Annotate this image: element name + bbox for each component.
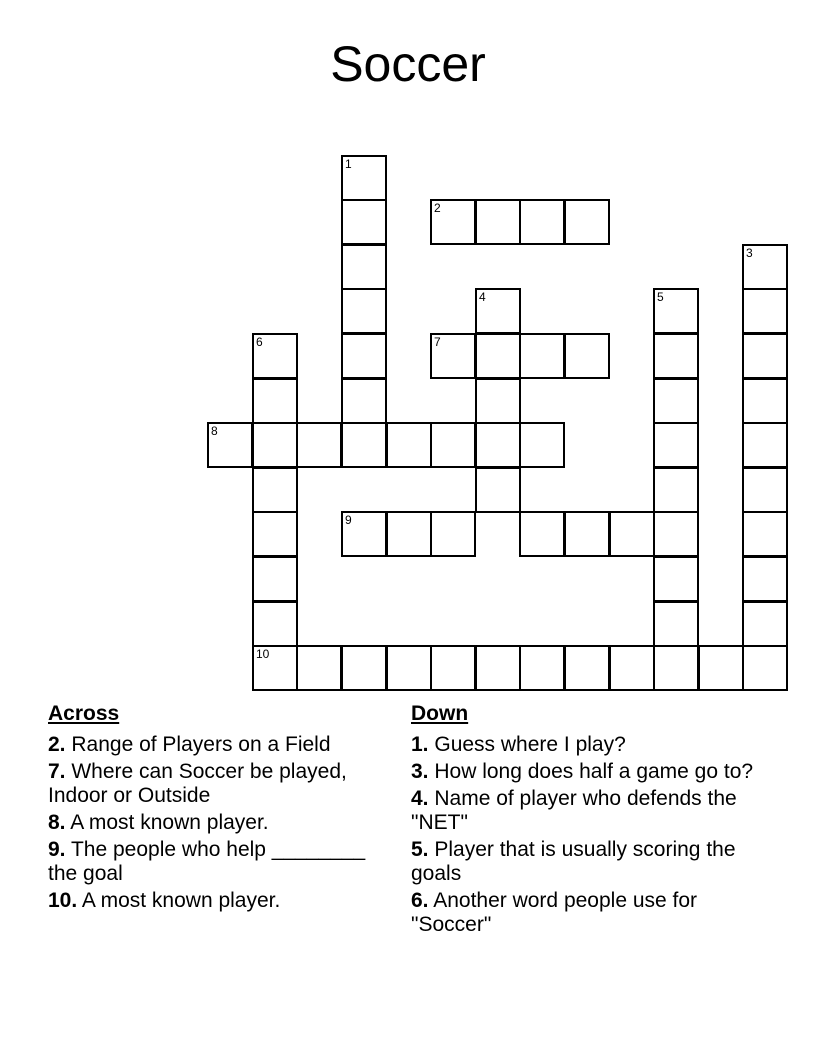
across-clue bbox=[48, 889, 368, 913]
grid-cell[interactable] bbox=[653, 288, 699, 334]
clue-number-label: 10 bbox=[256, 647, 270, 661]
grid-cell[interactable] bbox=[564, 645, 610, 691]
clue-text: The people who help ________ the goal bbox=[48, 838, 366, 885]
grid-cell[interactable] bbox=[519, 511, 565, 557]
grid-cell[interactable] bbox=[252, 601, 298, 647]
clue-number: 2. bbox=[48, 733, 66, 756]
grid-cell[interactable] bbox=[430, 645, 476, 691]
grid-cell[interactable] bbox=[698, 645, 744, 691]
grid-cell[interactable] bbox=[386, 511, 432, 557]
grid-cell[interactable] bbox=[386, 645, 432, 691]
grid-cell[interactable] bbox=[430, 511, 476, 557]
grid-cell[interactable] bbox=[742, 645, 788, 691]
puzzle-title: Soccer bbox=[330, 36, 486, 92]
grid-cell[interactable] bbox=[653, 601, 699, 647]
grid-cell[interactable] bbox=[742, 288, 788, 334]
clue-number-label: 3 bbox=[746, 246, 753, 260]
grid-cell[interactable] bbox=[653, 378, 699, 424]
clue-number-label: 2 bbox=[434, 201, 441, 215]
down-heading: Down bbox=[411, 702, 469, 725]
clue-text: Range of Players on a Field bbox=[71, 733, 331, 756]
clue-number-label: 7 bbox=[434, 335, 441, 349]
clue-number-label: 4 bbox=[479, 290, 486, 304]
grid-cell[interactable] bbox=[341, 244, 387, 290]
grid-cell[interactable] bbox=[341, 333, 387, 379]
grid-cell[interactable] bbox=[341, 378, 387, 424]
grid-cell[interactable] bbox=[653, 645, 699, 691]
grid-cell[interactable] bbox=[564, 511, 610, 557]
grid-cell[interactable] bbox=[609, 645, 655, 691]
grid-cell[interactable] bbox=[252, 333, 298, 379]
grid-cell[interactable] bbox=[564, 333, 610, 379]
grid-cell[interactable] bbox=[430, 199, 476, 245]
clue-number: 4. bbox=[411, 787, 429, 810]
across-heading: Across bbox=[48, 702, 120, 725]
across-clue bbox=[48, 811, 368, 835]
down-clue bbox=[411, 838, 771, 886]
grid-cell[interactable] bbox=[742, 378, 788, 424]
grid-cell[interactable] bbox=[742, 467, 788, 513]
grid-cell[interactable] bbox=[609, 511, 655, 557]
grid-cell[interactable] bbox=[475, 199, 521, 245]
grid-cell[interactable] bbox=[341, 422, 387, 468]
down-clues bbox=[411, 702, 771, 940]
clue-number: 10. bbox=[48, 889, 78, 912]
grid-cell[interactable] bbox=[430, 422, 476, 468]
grid-cell[interactable] bbox=[341, 645, 387, 691]
down-clue bbox=[411, 760, 771, 784]
clue-text: Name of player who defends the "NET" bbox=[411, 787, 737, 834]
grid-cell[interactable] bbox=[653, 333, 699, 379]
down-clue bbox=[411, 787, 771, 835]
clue-text: How long does half a game go to? bbox=[434, 760, 754, 783]
clue-number-label: 6 bbox=[256, 335, 263, 349]
across-clue bbox=[48, 760, 368, 808]
grid-cell[interactable] bbox=[653, 556, 699, 602]
grid-cell[interactable] bbox=[742, 244, 788, 290]
clue-text: A most known player. bbox=[70, 811, 269, 834]
grid-cell[interactable] bbox=[742, 422, 788, 468]
grid-cell[interactable] bbox=[296, 422, 342, 468]
grid-cell[interactable] bbox=[519, 199, 565, 245]
grid-cell[interactable] bbox=[653, 511, 699, 557]
down-clue bbox=[411, 889, 771, 937]
grid-cell[interactable] bbox=[341, 155, 387, 201]
clue-number-label: 1 bbox=[345, 157, 352, 171]
grid-cell[interactable] bbox=[519, 422, 565, 468]
grid-cell[interactable] bbox=[742, 556, 788, 602]
clue-number: 6. bbox=[411, 889, 429, 912]
grid-cell[interactable] bbox=[475, 422, 521, 468]
clue-number: 9. bbox=[48, 838, 66, 861]
across-clue bbox=[48, 733, 368, 757]
grid-cell[interactable] bbox=[296, 645, 342, 691]
clue-text: A most known player. bbox=[81, 889, 281, 912]
across-clues bbox=[48, 702, 368, 916]
grid-cell[interactable] bbox=[341, 288, 387, 334]
grid-cell[interactable] bbox=[252, 467, 298, 513]
grid-cell[interactable] bbox=[519, 333, 565, 379]
grid-cell[interactable] bbox=[252, 511, 298, 557]
clue-number-label: 9 bbox=[345, 513, 352, 527]
grid-cell[interactable] bbox=[430, 333, 476, 379]
grid-cell[interactable] bbox=[742, 511, 788, 557]
grid-cell[interactable] bbox=[475, 467, 521, 513]
grid-cell[interactable] bbox=[742, 333, 788, 379]
grid-cell[interactable] bbox=[252, 422, 298, 468]
grid-cell[interactable] bbox=[742, 601, 788, 647]
grid-cell[interactable] bbox=[475, 333, 521, 379]
grid-cell[interactable] bbox=[341, 511, 387, 557]
clue-text: Another word people use for "Soccer" bbox=[411, 889, 698, 936]
clue-text: Player that is usually scoring the goals bbox=[411, 838, 736, 885]
grid-cell[interactable] bbox=[519, 645, 565, 691]
grid-cell[interactable] bbox=[341, 199, 387, 245]
grid-cell[interactable] bbox=[475, 378, 521, 424]
clue-number: 3. bbox=[411, 760, 429, 783]
grid-cell[interactable] bbox=[252, 556, 298, 602]
grid-cell[interactable] bbox=[386, 422, 432, 468]
clue-number-label: 8 bbox=[211, 424, 218, 438]
clue-number: 7. bbox=[48, 760, 66, 783]
clue-number: 5. bbox=[411, 838, 429, 861]
grid-cell[interactable] bbox=[653, 467, 699, 513]
across-clue bbox=[48, 838, 368, 886]
clue-text: Where can Soccer be played, Indoor or Outside bbox=[48, 760, 347, 807]
clue-number-label: 5 bbox=[657, 290, 664, 304]
grid-cell[interactable] bbox=[564, 199, 610, 245]
grid-cell[interactable] bbox=[207, 422, 253, 468]
grid-cell[interactable] bbox=[475, 288, 521, 334]
grid-cell[interactable] bbox=[252, 378, 298, 424]
clue-number: 8. bbox=[48, 811, 66, 834]
grid-cell[interactable] bbox=[252, 645, 298, 691]
clue-number: 1. bbox=[411, 733, 429, 756]
grid-cell[interactable] bbox=[653, 422, 699, 468]
grid-cell[interactable] bbox=[475, 645, 521, 691]
down-clue bbox=[411, 733, 771, 757]
clue-text: Guess where I play? bbox=[434, 733, 626, 756]
